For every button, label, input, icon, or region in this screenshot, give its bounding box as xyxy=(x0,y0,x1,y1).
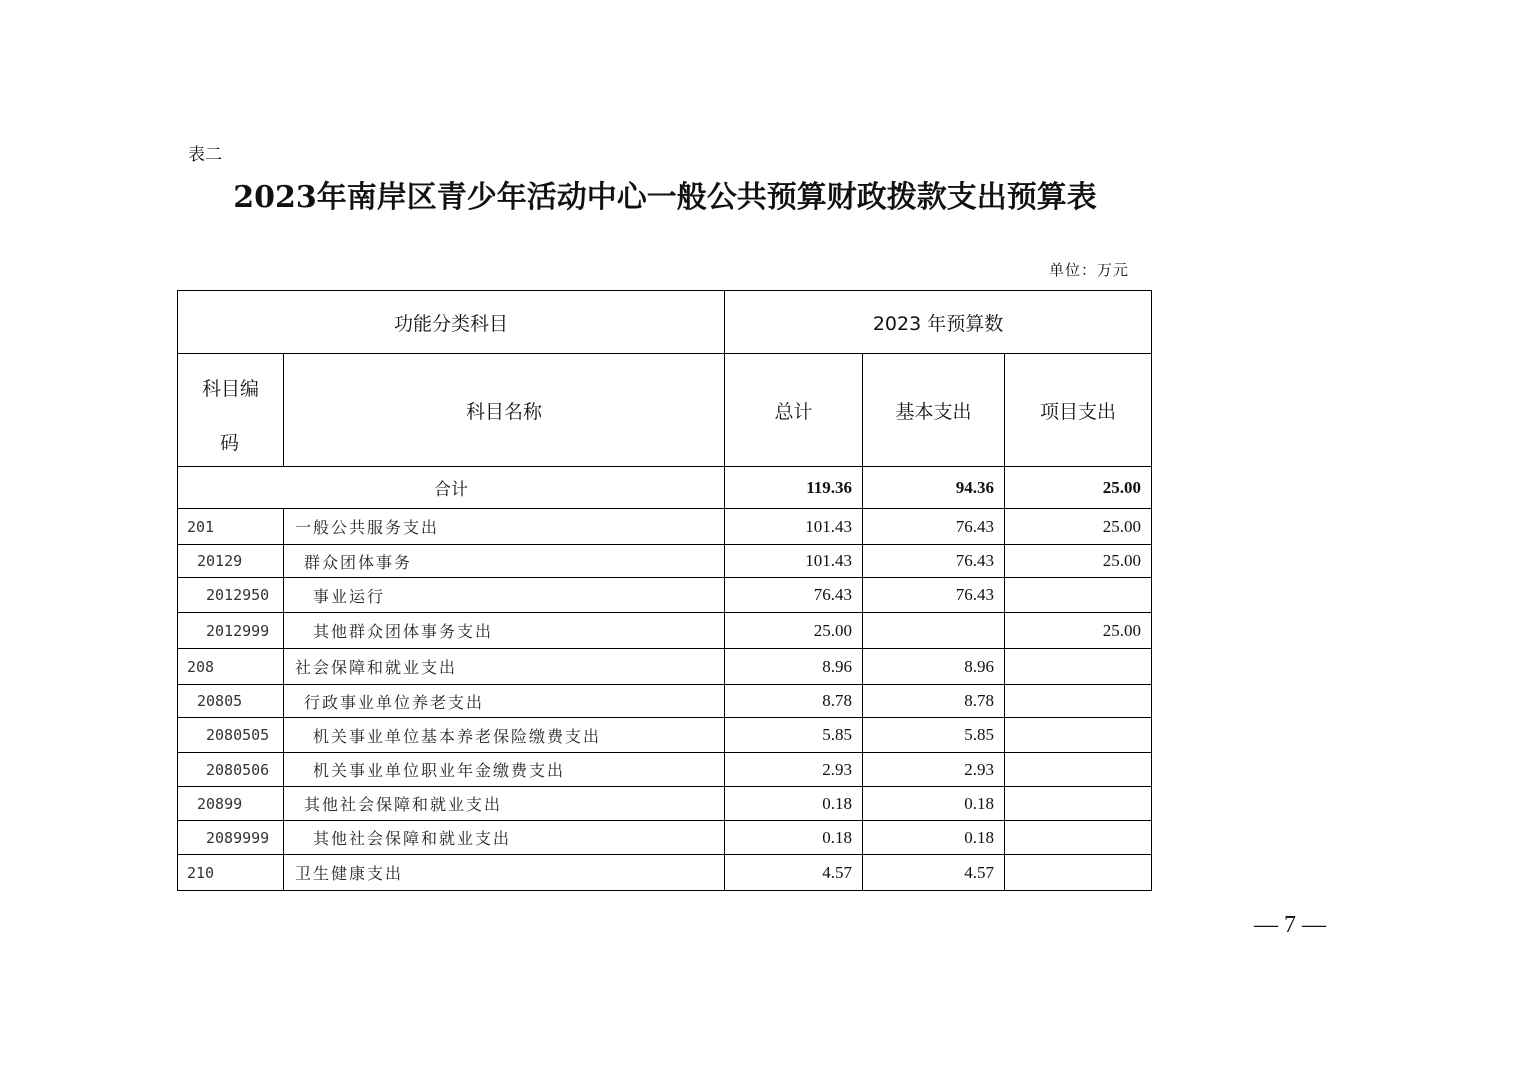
row-name: 社会保障和就业支出 xyxy=(284,649,725,685)
unit-note: 单位：万元 xyxy=(1049,261,1130,279)
total-header: 总计 xyxy=(725,354,863,467)
header-row-bottom xyxy=(178,354,1152,467)
budget-year-header: 2023 年预算数 xyxy=(725,291,1152,354)
row-project xyxy=(1005,685,1152,718)
row-total: 76.43 xyxy=(725,578,863,613)
row-name: 行政事业单位养老支出 xyxy=(284,685,725,718)
totals-total: 119.36 xyxy=(725,467,863,509)
row-project xyxy=(1005,821,1152,855)
row-basic: 76.43 xyxy=(863,578,1005,613)
table-row xyxy=(178,855,1152,891)
row-basic: 4.57 xyxy=(863,855,1005,891)
row-code: 20129 xyxy=(178,545,284,578)
budget-table xyxy=(177,290,1152,891)
table-row xyxy=(178,821,1152,855)
row-project: 25.00 xyxy=(1005,509,1152,545)
row-code: 2089999 xyxy=(178,821,284,855)
row-total: 101.43 xyxy=(725,545,863,578)
row-total: 8.78 xyxy=(725,685,863,718)
row-basic: 76.43 xyxy=(863,509,1005,545)
row-name: 一般公共服务支出 xyxy=(284,509,725,545)
row-basic: 2.93 xyxy=(863,753,1005,787)
row-total: 101.43 xyxy=(725,509,863,545)
row-basic: 8.78 xyxy=(863,685,1005,718)
totals-row xyxy=(178,467,1152,509)
table-row xyxy=(178,649,1152,685)
table-label: 表二 xyxy=(188,145,222,165)
row-project xyxy=(1005,718,1152,753)
header-row-top xyxy=(178,291,1152,354)
code-header-line1: 科目编 xyxy=(201,378,259,400)
table-row xyxy=(178,718,1152,753)
page-number: — 7 — xyxy=(1254,912,1326,938)
code-header xyxy=(178,354,284,467)
code-header-line2: 码 xyxy=(220,432,240,454)
table-row xyxy=(178,578,1152,613)
basic-header: 基本支出 xyxy=(863,354,1005,467)
row-name: 群众团体事务 xyxy=(284,545,725,578)
table-row xyxy=(178,613,1152,649)
row-basic: 0.18 xyxy=(863,821,1005,855)
row-total: 25.00 xyxy=(725,613,863,649)
row-basic xyxy=(863,613,1005,649)
row-project: 25.00 xyxy=(1005,545,1152,578)
row-basic: 5.85 xyxy=(863,718,1005,753)
table-row xyxy=(178,509,1152,545)
row-total: 0.18 xyxy=(725,821,863,855)
row-code: 208 xyxy=(178,649,284,685)
row-basic: 0.18 xyxy=(863,787,1005,821)
totals-basic: 94.36 xyxy=(863,467,1005,509)
document-title: 2023年南岸区青少年活动中心一般公共预算财政拨款支出预算表 xyxy=(233,180,1097,215)
row-code: 2080505 xyxy=(178,718,284,753)
row-code: 20899 xyxy=(178,787,284,821)
row-name: 其他社会保障和就业支出 xyxy=(284,821,725,855)
row-project xyxy=(1005,855,1152,891)
row-name: 机关事业单位职业年金缴费支出 xyxy=(284,753,725,787)
row-project xyxy=(1005,753,1152,787)
table-row xyxy=(178,685,1152,718)
row-total: 4.57 xyxy=(725,855,863,891)
row-project xyxy=(1005,649,1152,685)
row-code: 20805 xyxy=(178,685,284,718)
row-total: 5.85 xyxy=(725,718,863,753)
row-total: 0.18 xyxy=(725,787,863,821)
row-name: 卫生健康支出 xyxy=(284,855,725,891)
row-project xyxy=(1005,787,1152,821)
row-total: 8.96 xyxy=(725,649,863,685)
table-row xyxy=(178,787,1152,821)
function-category-header: 功能分类科目 xyxy=(178,291,725,354)
row-name: 其他群众团体事务支出 xyxy=(284,613,725,649)
row-basic: 8.96 xyxy=(863,649,1005,685)
row-basic: 76.43 xyxy=(863,545,1005,578)
row-code: 2012950 xyxy=(178,578,284,613)
table-row xyxy=(178,545,1152,578)
row-project xyxy=(1005,578,1152,613)
row-name: 事业运行 xyxy=(284,578,725,613)
row-total: 2.93 xyxy=(725,753,863,787)
table-row xyxy=(178,753,1152,787)
totals-project: 25.00 xyxy=(1005,467,1152,509)
row-name: 其他社会保障和就业支出 xyxy=(284,787,725,821)
project-header: 项目支出 xyxy=(1005,354,1152,467)
row-code: 2012999 xyxy=(178,613,284,649)
row-code: 210 xyxy=(178,855,284,891)
row-code: 201 xyxy=(178,509,284,545)
row-project: 25.00 xyxy=(1005,613,1152,649)
row-code: 2080506 xyxy=(178,753,284,787)
name-header: 科目名称 xyxy=(284,354,725,467)
row-name: 机关事业单位基本养老保险缴费支出 xyxy=(284,718,725,753)
totals-label: 合计 xyxy=(178,467,725,509)
